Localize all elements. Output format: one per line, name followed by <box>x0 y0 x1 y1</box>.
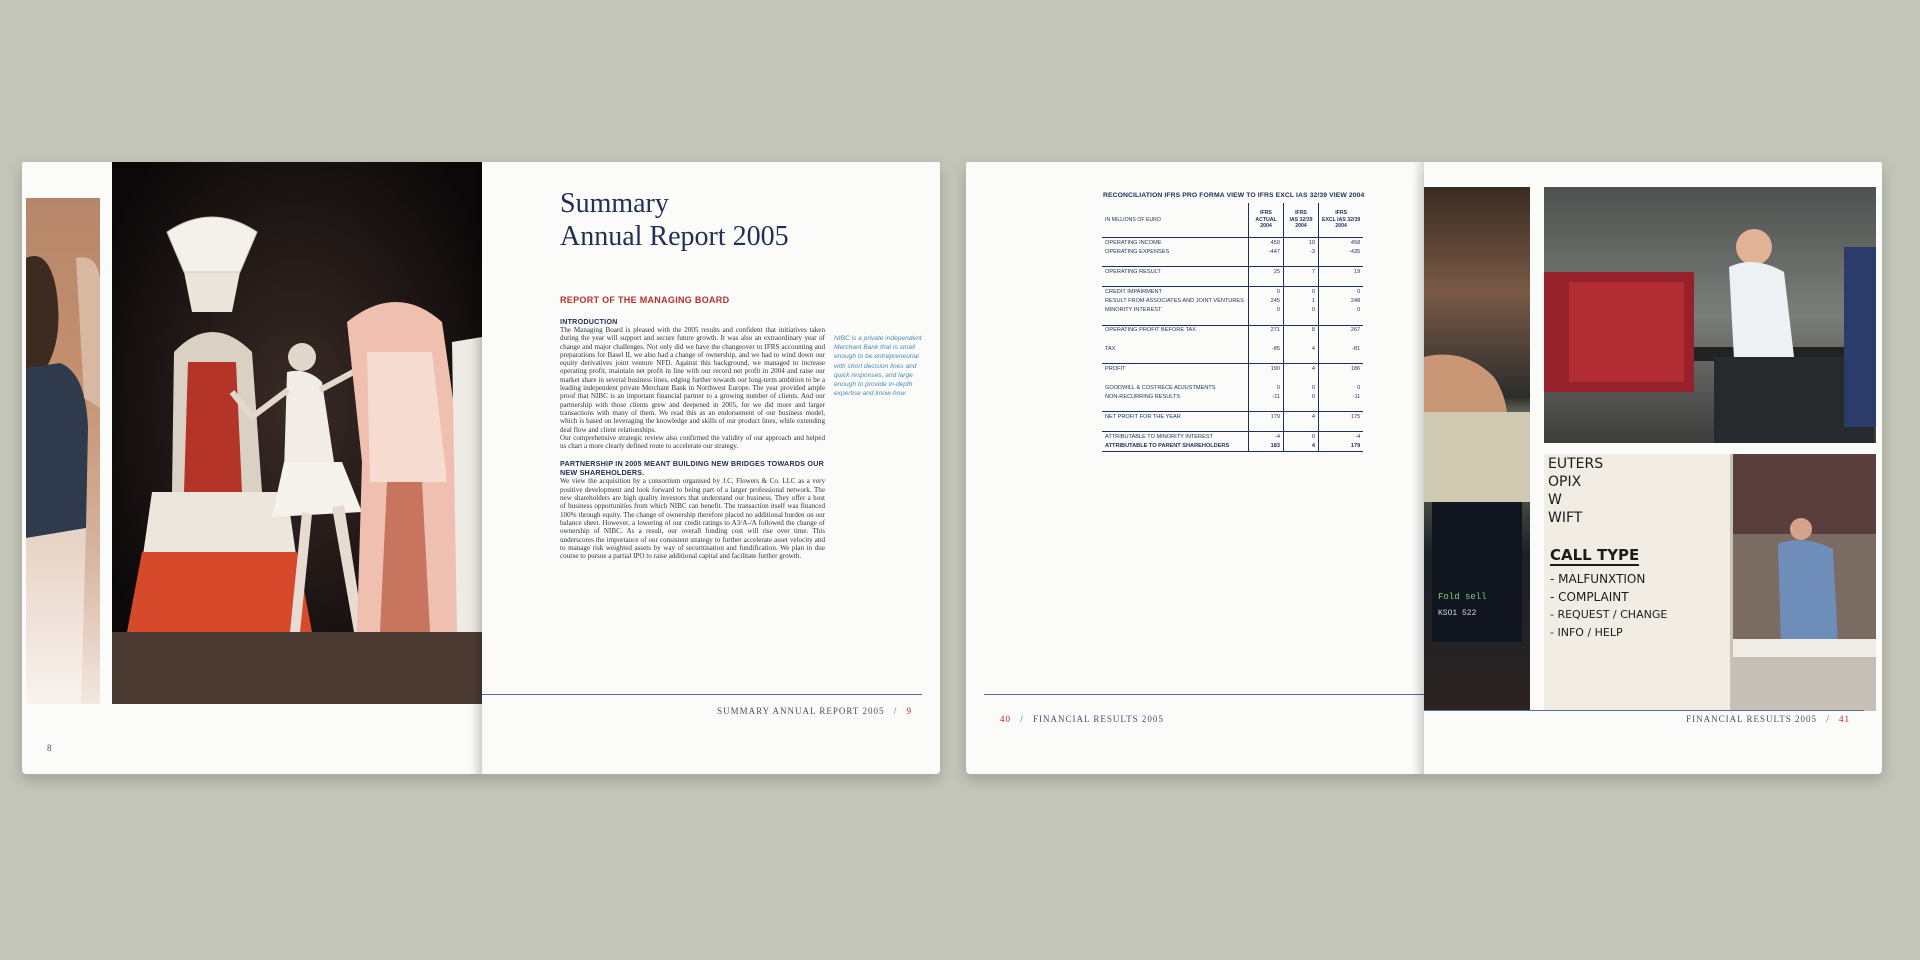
row-value-col3: 267 <box>1319 325 1364 335</box>
table-row <box>1102 238 1363 248</box>
whiteboard-photo <box>1544 454 1876 711</box>
table-row <box>1102 344 1363 353</box>
table-row <box>1102 277 1363 287</box>
intro-paragraph-2: Our comprehensive strategic review also confirmed the validity of our approach and helped us chart a more clearly defined route to accelerate our strategy. <box>560 433 825 451</box>
row-value-col3 <box>1319 354 1364 364</box>
worker-graphic <box>1733 454 1876 711</box>
financial-left-page <box>966 162 1424 774</box>
table-row <box>1102 364 1363 374</box>
wb-line-9: - INFO / HELP <box>1550 626 1623 639</box>
row-value-col2: 10 <box>1284 238 1319 248</box>
row-label: OPERATING PROFIT BEFORE TAX <box>1102 325 1249 335</box>
footer-rule <box>482 694 922 695</box>
row-label <box>1102 315 1249 325</box>
wb-line-7: - COMPLAINT <box>1550 590 1629 604</box>
row-value-col2: 0 <box>1284 286 1319 296</box>
row-value-col3: -81 <box>1319 344 1364 353</box>
table-row <box>1102 247 1363 256</box>
table-row <box>1102 441 1363 451</box>
right-footer-title-2: FINANCIAL RESULTS 2005 <box>1686 714 1817 724</box>
table-row <box>1102 286 1363 296</box>
wb-line-4: WIFT <box>1548 510 1583 526</box>
row-label: CREDIT IMPAIRMENT <box>1102 286 1249 296</box>
row-label: OPERATING RESULT <box>1102 267 1249 277</box>
row-value-col1: 0 <box>1249 383 1284 392</box>
row-value-col1: 179 <box>1249 412 1284 422</box>
table-row <box>1102 383 1363 392</box>
partial-portrait-photo <box>26 198 100 704</box>
row-label: TAX <box>1105 345 1116 352</box>
left-page <box>22 162 482 774</box>
row-label: ATTRIBUTABLE TO MINORITY INTEREST <box>1102 431 1249 441</box>
table-row <box>1102 306 1363 315</box>
wb-line-1: EUTERS <box>1548 456 1604 472</box>
left-page-number: 8 <box>47 743 53 753</box>
intro-paragraph: The Managing Board is pleased with the 2005 results and confident that initiatives taken during the year will support and secure future growth. It was also an extraordinary year of change and major challenges. Not only did we have the changeover to IFRS accounting and preparations for Basel II, we also had a change of ownership, and we had to wind down our equity derivatives joint venture NFD. Against this background, we managed to increase operating profit, maintain net profit in line with our record net profit in 2004 and raise our market share in several business lines, edging further towards our long-term ambition to be a leading independent private Merchant Bank in Northwest Europe. The year provided ample proof that NIBC is an important financial partner to a growing number of clients. And our partnership with those clients grew and deepened in 2005, for we did more and larger transactions with many of them. We read this as an endorsement of our business model, which is based on leveraging the knowledge and skills of our product lines, while extending deal flow and client relationships. <box>560 326 825 434</box>
row-value-col2: 8 <box>1284 325 1319 335</box>
table-row <box>1102 257 1363 267</box>
wb-line-5: CALL TYPE <box>1550 546 1640 564</box>
right-footer-rule-2 <box>1424 710 1864 711</box>
row-label <box>1102 257 1249 267</box>
table-header-row <box>1102 203 1363 238</box>
row-label <box>1102 402 1249 412</box>
row-value-col1 <box>1249 315 1284 325</box>
row-label: NET PROFIT FOR THE YEAR <box>1102 412 1249 422</box>
report-title <box>560 187 789 253</box>
row-label: OPERATING EXPENSES <box>1105 249 1170 256</box>
row-label: ATTRIBUTABLE TO PARENT SHAREHOLDERS <box>1102 441 1249 451</box>
row-value-col1: 183 <box>1249 441 1284 451</box>
row-label: MINORITY INTEREST <box>1105 307 1162 314</box>
row-label: GOODWILL & COSTRECE ADJUSTMENTS <box>1105 384 1216 391</box>
man-figure-graphic <box>26 198 100 704</box>
whiteboard-notes <box>1544 454 1733 711</box>
row-value-col3: 0 <box>1319 383 1364 392</box>
table-row <box>1102 267 1363 277</box>
row-value-col3 <box>1319 257 1364 267</box>
wb-line-6: - MALFUNXTION <box>1550 572 1646 586</box>
row-value-col1 <box>1249 354 1284 364</box>
dancers-graphic <box>112 162 482 704</box>
partnership-heading: PARTNERSHIP IN 2005 MEANT BUILDING NEW BRIDGES TOWARDS OUR NEW SHAREHOLDERS. <box>560 459 824 478</box>
row-value-col3: 0 <box>1319 286 1364 296</box>
row-value-col1 <box>1249 373 1284 382</box>
table-row <box>1102 315 1363 325</box>
table-header-col3: IFRS EXCL IAS 32/39 2004 <box>1319 203 1364 238</box>
right-page-number: 9 <box>906 706 912 716</box>
row-label <box>1102 421 1249 431</box>
row-label <box>1102 373 1249 382</box>
reconciliation-table <box>1102 203 1363 452</box>
report-title-line2: Annual Report 2005 <box>560 221 789 252</box>
table-header-col2: IFRS IAS 32/39 2004 <box>1284 203 1319 238</box>
trader-graphic <box>1424 187 1530 711</box>
row-value-col3 <box>1319 402 1364 412</box>
row-label: PROFIT <box>1102 364 1249 374</box>
table-row <box>1102 296 1363 305</box>
row-label <box>1102 335 1249 344</box>
row-value-col1 <box>1249 402 1284 412</box>
row-value-col1: 450 <box>1249 238 1284 248</box>
office-graphic <box>1544 187 1876 443</box>
left-page-footer <box>1000 714 1164 724</box>
row-value-col3: 19 <box>1319 267 1364 277</box>
row-value-col2: -3 <box>1284 247 1319 256</box>
row-value-col3: 175 <box>1319 412 1364 422</box>
row-value-col2 <box>1284 354 1319 364</box>
right-page-number-41: 41 <box>1839 714 1850 724</box>
screen-text-1: Fold sell <box>1438 592 1487 602</box>
row-value-col2: 0 <box>1284 431 1319 441</box>
right-page-footer <box>717 706 912 716</box>
row-value-col2: 0 <box>1284 306 1319 315</box>
row-value-col2 <box>1284 257 1319 267</box>
row-label <box>1102 277 1249 287</box>
row-label: OPERATING INCOME <box>1102 238 1249 248</box>
screen-text-2: KSO1 522 <box>1438 609 1477 618</box>
row-value-col1: 271 <box>1249 325 1284 335</box>
row-value-col3: 248 <box>1319 296 1364 305</box>
row-value-col2: 4 <box>1284 364 1319 374</box>
table-title: RECONCILIATION IFRS PRO FORMA VIEW TO IFRS EXCL IAS 32/39 VIEW 2004 <box>1103 192 1365 199</box>
trader-screen-photo <box>1424 187 1530 711</box>
row-value-col1 <box>1249 257 1284 267</box>
left-footer-separator: / <box>1020 714 1024 724</box>
row-value-col3: -4 <box>1319 431 1364 441</box>
table-row <box>1102 335 1363 344</box>
wb-line-3: W <box>1548 492 1562 508</box>
right-page-footer-2 <box>1686 714 1850 724</box>
row-value-col1 <box>1249 335 1284 344</box>
right-page <box>482 162 940 774</box>
row-value-col3: 179 <box>1319 441 1364 451</box>
row-value-col2 <box>1284 421 1319 431</box>
row-value-col3 <box>1319 335 1364 344</box>
table-row <box>1102 325 1363 335</box>
row-value-col2: 1 <box>1284 296 1319 305</box>
row-value-col2: 0 <box>1284 383 1319 392</box>
left-footer-rule <box>984 694 1424 695</box>
main-text-column <box>560 317 825 560</box>
wb-line-8: - REQUEST / CHANGE <box>1550 608 1668 621</box>
row-label: RESULT FROM ASSOCIATES AND JOINT VENTURES <box>1105 298 1244 305</box>
row-value-col2: 4 <box>1284 412 1319 422</box>
table-row <box>1102 373 1363 382</box>
row-value-col2 <box>1284 277 1319 287</box>
footer-title: SUMMARY ANNUAL REPORT 2005 <box>717 706 885 716</box>
row-value-col2: 4 <box>1284 344 1319 353</box>
row-value-col1 <box>1249 421 1284 431</box>
reconciliation-table-wrap <box>1102 203 1363 452</box>
row-value-col3 <box>1319 421 1364 431</box>
row-value-col3: 186 <box>1319 364 1364 374</box>
row-value-col3 <box>1319 277 1364 287</box>
row-value-col1: 190 <box>1249 364 1284 374</box>
row-label: NON-RECURRING RESULTS <box>1105 393 1181 400</box>
left-footer-title: FINANCIAL RESULTS 2005 <box>1033 714 1164 724</box>
row-value-col2: 4 <box>1284 441 1319 451</box>
table-header-col1: IFRS ACTUAL 2004 <box>1249 203 1284 238</box>
row-value-col1: 0 <box>1249 286 1284 296</box>
footer-separator: / <box>893 706 898 716</box>
row-value-col2 <box>1284 402 1319 412</box>
row-value-col2 <box>1284 315 1319 325</box>
row-value-col3: -435 <box>1319 247 1364 256</box>
row-value-col1: -11 <box>1249 392 1284 401</box>
row-value-col1: -4 <box>1249 431 1284 441</box>
office-man-photo <box>1544 187 1876 443</box>
row-value-col2: 7 <box>1284 267 1319 277</box>
row-value-col1 <box>1249 277 1284 287</box>
row-label <box>1102 354 1249 364</box>
row-value-col1: -447 <box>1249 247 1284 256</box>
table-row <box>1102 421 1363 431</box>
left-page-number-40: 40 <box>1000 714 1011 724</box>
row-value-col1: 25 <box>1249 267 1284 277</box>
row-value-col2: 0 <box>1284 392 1319 401</box>
row-value-col3 <box>1319 373 1364 382</box>
ballet-dance-photo <box>112 162 482 704</box>
intro-heading: INTRODUCTION <box>560 317 618 326</box>
table-row <box>1102 354 1363 364</box>
row-value-col3: 458 <box>1319 238 1364 248</box>
section-heading: REPORT OF THE MANAGING BOARD <box>560 295 730 305</box>
row-value-col2 <box>1284 373 1319 382</box>
row-value-col1: 0 <box>1249 306 1284 315</box>
table-row <box>1102 431 1363 441</box>
row-value-col3: 0 <box>1319 306 1364 315</box>
table-row <box>1102 402 1363 412</box>
row-value-col1: -85 <box>1249 344 1284 353</box>
report-title-line1: Summary <box>560 188 669 219</box>
row-value-col1: 245 <box>1249 296 1284 305</box>
partnership-paragraph: We view the acquisition by a consortium organised by J.C. Flowers & Co. LLC as a very positive development and look forward to being part of a larger professional network. The new shareholders are high quality investors that understand our business. They offer a host of business opportunities from which NIBC can benefit. The transaction itself was financed 100% through equity. The change of ownership therefore placed no additional burden on our balance sheet. However, a lowering of our credit ratings to A3/A-/A followed the change of ownership of NIBC. As a result, our overall funding cost will rise over time. This underscores the importance of our consistent strategy to further accelerate asset velocity and to manage risk weighted assets by way of securitisation and fundification. We plan in due course to pursue a partial IPO to raise additional capital and facilitate further growth. <box>560 477 825 561</box>
table-row <box>1102 392 1363 401</box>
side-note: NIBC is a private independent Merchant Bank that is small enough to be entrepreneurial with short decision lines and quick responses, and large enough to provide in-depth expertise and know-how. <box>834 335 922 398</box>
right-footer-separator-2: / <box>1826 714 1830 724</box>
row-value-col2 <box>1284 335 1319 344</box>
table-header-label: IN MILLIONS OF EURO <box>1105 216 1161 223</box>
row-value-col3 <box>1319 315 1364 325</box>
row-value-col3: -11 <box>1319 392 1364 401</box>
table-row <box>1102 412 1363 422</box>
brochure-spread-summary <box>22 162 940 782</box>
financial-right-page <box>1424 162 1882 774</box>
wb-line-2: OPIX <box>1548 474 1582 490</box>
brochure-spread-financial <box>966 162 1882 782</box>
